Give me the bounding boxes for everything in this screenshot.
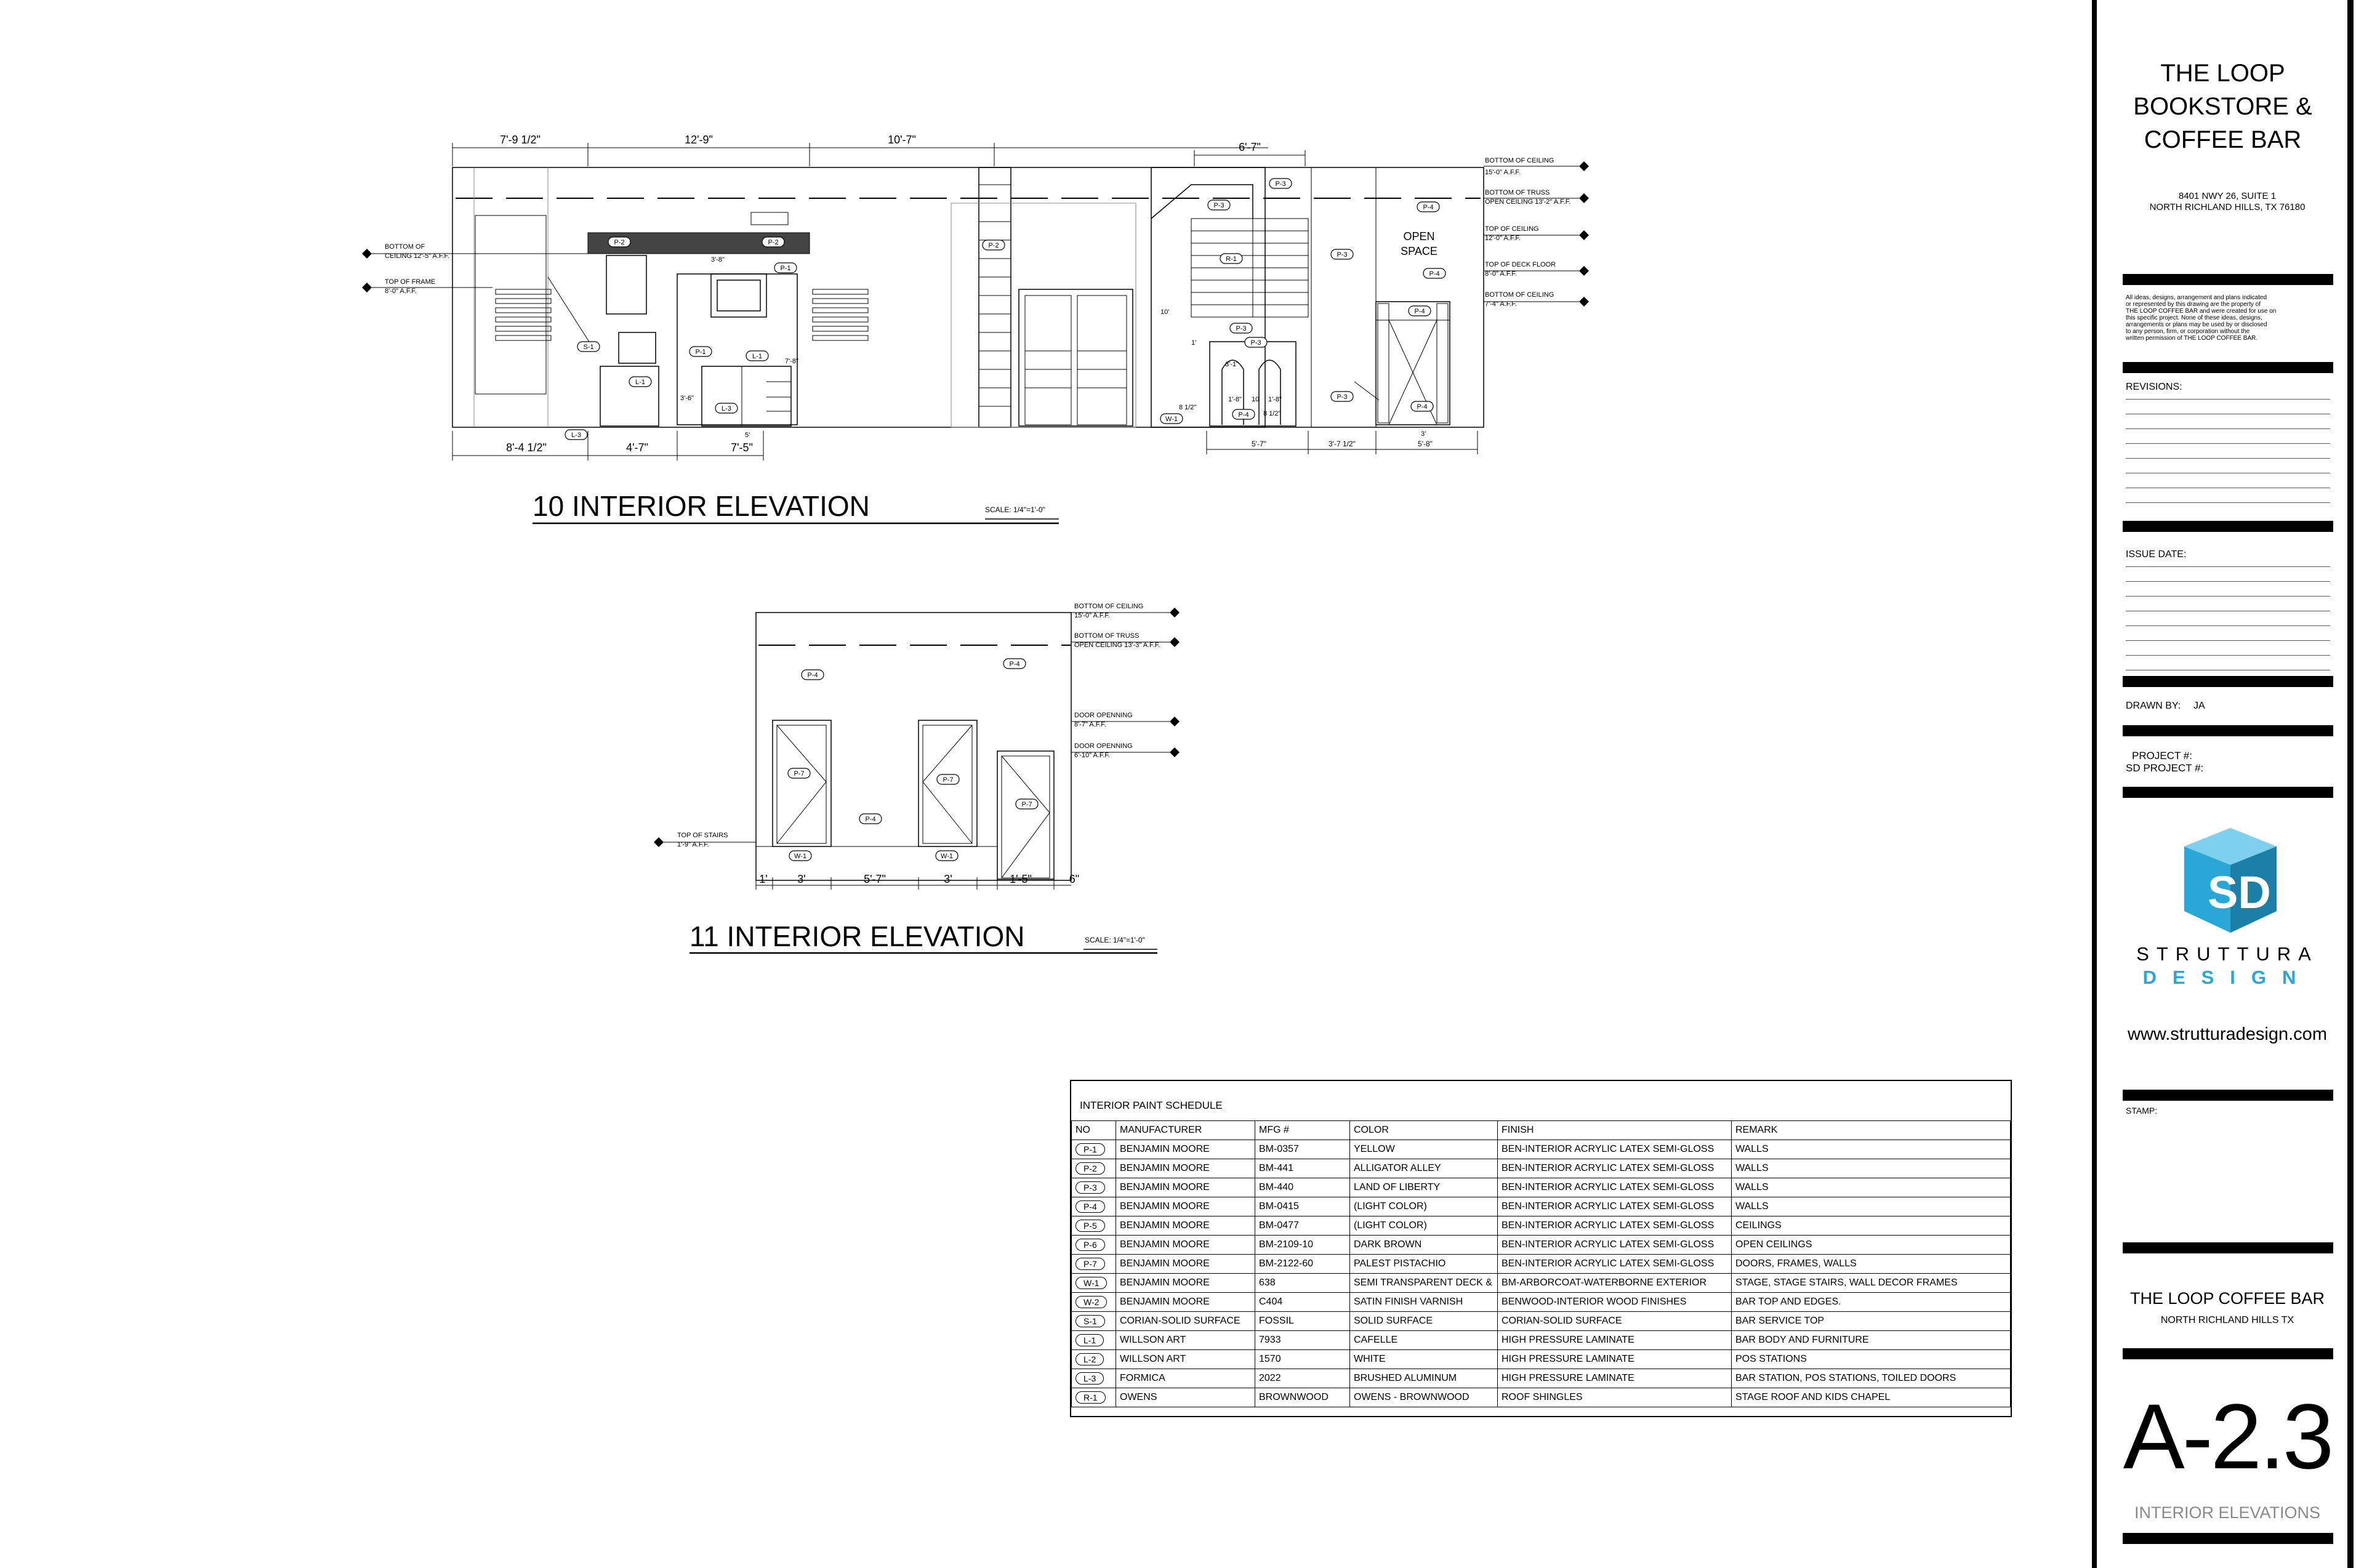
table-cell: BM-440 (1255, 1178, 1350, 1197)
project-name (2104, 57, 2341, 156)
tag-label: P-1 (695, 348, 706, 356)
revisions-label: REVISIONS: (2126, 382, 2182, 392)
table-cell: BENWOOD-INTERIOR WOOD FINISHES (1498, 1293, 1732, 1312)
marker-label: BOTTOM OF (385, 243, 425, 251)
marker-label: TOP OF DECK FLOOR (1485, 261, 1556, 268)
tag-label: P-7 (794, 770, 805, 778)
divider-bar (2123, 1533, 2333, 1544)
tag-label: P-4 (1414, 308, 1425, 315)
material-code-tag: L-2 (1075, 1353, 1104, 1365)
bottom-dim-1: 8'-4 1/2" (506, 441, 547, 454)
inner-dim: 8 1/2" (1179, 404, 1197, 411)
rule (2126, 581, 2330, 582)
marker-label: BOTTOM OF CEILING (1485, 291, 1554, 299)
col-header: MFG # (1255, 1121, 1350, 1140)
marker-label: BOTTOM OF CEILING (1074, 603, 1144, 610)
table-cell: BM-0477 (1255, 1216, 1350, 1236)
sd-project-number-label: SD PROJECT #: (2126, 762, 2204, 774)
marker-label: BOTTOM OF TRUSS (1485, 189, 1550, 196)
tag-label: L-1 (635, 379, 645, 386)
table-cell: CORIAN-SOLID SURFACE (1498, 1312, 1732, 1331)
table-cell: FORMICA (1116, 1369, 1255, 1388)
col-header: FINISH (1498, 1121, 1732, 1140)
col-header: REMARK (1732, 1121, 2011, 1140)
rule (2126, 443, 2330, 444)
open-space-label-1: OPEN (1403, 230, 1435, 243)
bottom-dim: 1'-5" (1010, 873, 1032, 885)
tag-label: P-3 (1275, 180, 1286, 188)
table-cell: BEN-INTERIOR ACRYLIC LATEX SEMI-GLOSS (1498, 1236, 1732, 1255)
table-cell: BENJAMIN MOORE (1116, 1178, 1255, 1197)
divider-bar (2123, 676, 2333, 687)
tag-label: S-1 (583, 344, 594, 351)
table-row (1072, 1388, 2011, 1407)
table-cell: WILLSON ART (1116, 1331, 1255, 1350)
material-code-cell (1072, 1293, 1116, 1312)
table-cell: BM-2122-60 (1255, 1255, 1350, 1274)
table-cell: HIGH PRESSURE LAMINATE (1498, 1331, 1732, 1350)
marker-label: BOTTOM OF CEILING (1485, 157, 1554, 164)
material-code-tag: P-3 (1075, 1181, 1105, 1194)
tag-label: P-2 (614, 239, 625, 246)
bottom-dim-3: 7'-5" (731, 441, 753, 454)
bottom-dim: 3' (797, 873, 806, 885)
disclaimer-line: All ideas, designs, arrangement and plans indicated (2126, 294, 2267, 301)
elevation-11-title: 11 INTERIOR ELEVATION (690, 920, 1025, 952)
table-cell: BEN-INTERIOR ACRYLIC LATEX SEMI-GLOSS (1498, 1140, 1732, 1159)
elevation-11-scale: SCALE: 1/4"=1'-0" (1085, 936, 1145, 944)
col-header: COLOR (1350, 1121, 1498, 1140)
marker-label: OPEN CEILING 13'-3" A.F.F. (1074, 641, 1160, 649)
tag-label: P-3 (1250, 339, 1261, 347)
marker-label: TOP OF FRAME (385, 278, 436, 286)
tag-label: L-3 (571, 432, 581, 439)
table-cell: BM-0415 (1255, 1197, 1350, 1216)
rule (2126, 640, 2330, 641)
top-dim-1: 7'-9 1/2" (500, 134, 541, 146)
marker-label: CEILING 12'-5" A.F.F. (385, 252, 450, 260)
table-cell: HIGH PRESSURE LAMINATE (1498, 1369, 1732, 1388)
bottom-dim-4: 5'-7" (1252, 440, 1266, 448)
slats-left (496, 289, 551, 340)
rule (2126, 596, 2330, 597)
table-cell: BEN-INTERIOR ACRYLIC LATEX SEMI-GLOSS (1498, 1159, 1732, 1178)
title-block-left-border (2092, 0, 2097, 1568)
marker-label: 1'-9" A.F.F. (677, 841, 709, 848)
table-cell: 638 (1255, 1274, 1350, 1293)
table-cell: BENJAMIN MOORE (1116, 1216, 1255, 1236)
marker-label: 15'-0" A.F.F. (1485, 169, 1521, 176)
tag-label: P-3 (1213, 202, 1224, 209)
slats-right (813, 289, 868, 340)
material-code-tag: P-4 (1075, 1200, 1105, 1213)
tag-label: P-2 (988, 242, 999, 249)
material-code-cell (1072, 1236, 1116, 1255)
table-cell: BEN-INTERIOR ACRYLIC LATEX SEMI-GLOSS (1498, 1178, 1732, 1197)
table-header-row (1072, 1121, 2011, 1140)
struttura-design-logo (2141, 828, 2320, 939)
inner-dim: 7'-8" (785, 358, 798, 365)
table-cell: 2022 (1255, 1369, 1350, 1388)
material-code-cell (1072, 1350, 1116, 1369)
table-cell: WALLS (1732, 1197, 2011, 1216)
table-cell: PALEST PISTACHIO (1350, 1255, 1498, 1274)
disclaimer-line: arrangements or plans may be used by or disclosed (2126, 321, 2267, 328)
table-cell: OWENS (1116, 1388, 1255, 1407)
address-line: 8401 NWY 26, SUITE 1 (2178, 191, 2277, 201)
divider-bar (2123, 362, 2333, 373)
table-cell: BM-441 (1255, 1159, 1350, 1178)
table-cell: HIGH PRESSURE LAMINATE (1498, 1350, 1732, 1369)
tag-label: P-4 (807, 672, 818, 679)
shingles (1191, 219, 1308, 317)
table-cell: OWENS - BROWNWOOD (1350, 1388, 1498, 1407)
material-tags-10 (565, 179, 1445, 440)
project-number-label: PROJECT #: (2132, 750, 2192, 762)
material-code-tag: P-7 (1075, 1258, 1105, 1270)
rule (2126, 625, 2330, 626)
marker-label: 8'-0" A.F.F. (385, 287, 417, 295)
tag-label: L-3 (722, 405, 731, 412)
table-cell: DOORS, FRAMES, WALLS (1732, 1255, 2011, 1274)
issue-date-label: ISSUE DATE: (2126, 549, 2187, 560)
table-cell: 1570 (1255, 1350, 1350, 1369)
inner-dim: 3'-6" (680, 395, 694, 402)
material-code-tag: W-2 (1075, 1296, 1107, 1308)
table-cell: BAR TOP AND EDGES. (1732, 1293, 2011, 1312)
material-code-cell (1072, 1140, 1116, 1159)
tag-label: P-4 (1238, 411, 1249, 419)
table-row (1072, 1216, 2011, 1236)
bottom-dim: 1' (759, 873, 768, 885)
table-cell: WALLS (1732, 1159, 2011, 1178)
inner-dim: 1' (1191, 339, 1197, 347)
table-cell: POS STATIONS (1732, 1350, 2011, 1369)
elevation-10-title: 10 INTERIOR ELEVATION (533, 490, 870, 522)
material-code-tag: P-1 (1075, 1143, 1105, 1156)
marker-label: 8'-0" A.F.F. (1485, 270, 1517, 278)
table-cell: ROOF SHINGLES (1498, 1388, 1732, 1407)
divider-bar (2123, 1348, 2333, 1359)
elevation-10 (362, 134, 1589, 523)
firm-name-line2: DESIGN (2142, 967, 2312, 988)
tag-label: W-1 (941, 853, 953, 860)
col-header: MANUFACTURER (1116, 1121, 1255, 1140)
open-space-label-2: SPACE (1401, 245, 1437, 257)
table-cell: SOLID SURFACE (1350, 1312, 1498, 1331)
table-cell: BAR SERVICE TOP (1732, 1312, 2011, 1331)
title-block (2092, 0, 2364, 1568)
table-cell: BAR STATION, POS STATIONS, TOILED DOORS (1732, 1369, 2011, 1388)
table-cell: YELLOW (1350, 1140, 1498, 1159)
table-cell: WILLSON ART (1116, 1350, 1255, 1369)
divider-bar (2123, 1242, 2333, 1253)
marker-label: DOOR OPENNING (1074, 742, 1133, 750)
material-code-tag: L-1 (1075, 1334, 1104, 1346)
rule (2126, 428, 2330, 429)
bottom-dim: 6" (1069, 873, 1080, 885)
table-cell: BM-0357 (1255, 1140, 1350, 1159)
tag-label: P-4 (1423, 204, 1434, 211)
col-header: NO (1072, 1121, 1116, 1140)
project-address (2104, 191, 2350, 213)
tag-label: P-3 (1337, 251, 1348, 259)
table-row (1072, 1197, 2011, 1216)
rule (2126, 399, 2330, 400)
tag-label: P-3 (1337, 393, 1348, 401)
table-row (1072, 1255, 2011, 1274)
marker-label: DOOR OPENNING (1074, 712, 1133, 719)
inner-dim: 10 (1252, 396, 1260, 403)
inner-dim: 5' (745, 432, 750, 439)
tag-label: W-1 (794, 853, 806, 860)
website-link[interactable]: www.strutturadesign.com (2128, 1024, 2327, 1044)
rule (2126, 502, 2330, 503)
divider-bar (2123, 521, 2333, 532)
material-code-tag: S-1 (1075, 1315, 1105, 1327)
table-cell: BEN-INTERIOR ACRYLIC LATEX SEMI-GLOSS (1498, 1216, 1732, 1236)
material-code-tag: P-5 (1075, 1220, 1105, 1232)
bottom-dim: 5'-7" (864, 873, 886, 885)
table-cell: CEILINGS (1732, 1216, 2011, 1236)
title-block-right-border (2347, 0, 2354, 1568)
table-cell: STAGE, STAGE STAIRS, WALL DECOR FRAMES (1732, 1274, 2011, 1293)
table-cell: BENJAMIN MOORE (1116, 1274, 1255, 1293)
tag-label: P-4 (865, 816, 876, 823)
marker-label: TOP OF STAIRS (677, 832, 728, 839)
table-cell: WHITE (1350, 1350, 1498, 1369)
drawn-by-label: DRAWN BY: (2126, 701, 2181, 711)
material-code-cell (1072, 1274, 1116, 1293)
table-cell: WALLS (1732, 1178, 2011, 1197)
disclaimer-line: written permission of THE LOOP COFFEE BAR. (2126, 335, 2258, 342)
material-code-cell (1072, 1216, 1116, 1236)
marker-label: 15'-0" A.F.F. (1074, 612, 1110, 619)
bottom-dim-5: 3'-7 1/2" (1329, 440, 1356, 448)
tag-label: P-7 (1021, 801, 1032, 808)
marker-label: BOTTOM OF TRUSS (1074, 632, 1140, 640)
divider-bar (2123, 725, 2333, 736)
elevation-11 (654, 603, 1180, 953)
table-cell: BAR BODY AND FURNITURE (1732, 1331, 2011, 1350)
table-cell: ALLIGATOR ALLEY (1350, 1159, 1498, 1178)
material-code-tag: R-1 (1075, 1391, 1106, 1404)
table-cell: STAGE ROOF AND KIDS CHAPEL (1732, 1388, 2011, 1407)
material-code-cell (1072, 1197, 1116, 1216)
paint-schedule (1070, 1080, 2012, 1417)
table-cell: BROWNWOOD (1255, 1388, 1350, 1407)
table-cell: 7933 (1255, 1331, 1350, 1350)
table-cell: C404 (1255, 1293, 1350, 1312)
divider-bar (2123, 1090, 2333, 1101)
table-row (1072, 1159, 2011, 1178)
table-row (1072, 1236, 2011, 1255)
table-row (1072, 1312, 2011, 1331)
rule (2126, 458, 2330, 459)
marker-label: 6'-10" A.F.F. (1074, 752, 1110, 759)
material-code-cell (1072, 1369, 1116, 1388)
inner-dim: 3' (1421, 430, 1426, 438)
tag-label: P-3 (1236, 325, 1247, 332)
disclaimer-line: or represented by this drawing are the property of (2126, 301, 2261, 308)
stamp-label: STAMP: (2126, 1106, 2158, 1116)
table-cell: DARK BROWN (1350, 1236, 1498, 1255)
table-row (1072, 1140, 2011, 1159)
marker-label: 7'-4" A.F.F. (1485, 300, 1517, 308)
table-cell: OPEN CEILINGS (1732, 1236, 2011, 1255)
table-cell: WALLS (1732, 1140, 2011, 1159)
table-cell: SEMI TRANSPARENT DECK & (1350, 1274, 1498, 1293)
table-cell: BENJAMIN MOORE (1116, 1236, 1255, 1255)
tag-label: P-1 (780, 265, 791, 272)
tag-label: P-7 (943, 776, 954, 784)
bottom-dim-6: 5'-8" (1418, 440, 1433, 448)
material-code-cell (1072, 1178, 1116, 1197)
table-cell: CORIAN-SOLID SURFACE (1116, 1312, 1255, 1331)
table-row (1072, 1350, 2011, 1369)
table-row (1072, 1293, 2011, 1312)
client-city: NORTH RICHLAND HILLS TX (2160, 1315, 2294, 1325)
marker-label: OPEN CEILING 13'-2" A.F.F. (1485, 198, 1571, 206)
material-code-cell (1072, 1331, 1116, 1350)
table-cell: FOSSIL (1255, 1312, 1350, 1331)
material-code-tag: P-2 (1075, 1162, 1105, 1175)
rule (2126, 655, 2330, 656)
material-code-cell (1072, 1388, 1116, 1407)
table-cell: BENJAMIN MOORE (1116, 1293, 1255, 1312)
table-cell: BEN-INTERIOR ACRYLIC LATEX SEMI-GLOSS (1498, 1197, 1732, 1216)
table-cell: BENJAMIN MOORE (1116, 1159, 1255, 1178)
inner-dim: 10' (1160, 308, 1170, 316)
marker-label: 12'-0" A.F.F. (1485, 235, 1521, 242)
material-code-cell (1072, 1255, 1116, 1274)
paint-schedule-title: INTERIOR PAINT SCHEDULE (1080, 1100, 1223, 1111)
paint-schedule-body (1072, 1140, 2011, 1407)
divider-bar (2123, 787, 2333, 798)
project-name-line: THE LOOP (2160, 60, 2285, 87)
material-code-tag: L-3 (1075, 1372, 1104, 1385)
material-code-cell (1072, 1159, 1116, 1178)
table-cell: CAFELLE (1350, 1331, 1498, 1350)
address-line: NORTH RICHLAND HILLS, TX 76180 (2149, 202, 2306, 212)
rule (2126, 566, 2330, 567)
inner-dim: 1'-8" (1228, 396, 1242, 403)
material-code-cell (1072, 1312, 1116, 1331)
firm-name-line1: STRUTTURA (2136, 943, 2318, 965)
disclaimer-line: to any person, firm, or corporation without the (2126, 328, 2250, 335)
material-code-tag: P-6 (1075, 1239, 1105, 1251)
material-code-tag: W-1 (1075, 1277, 1107, 1289)
tag-label: P-4 (1429, 270, 1440, 278)
tag-label: P-4 (1417, 403, 1428, 411)
project-name-line: COFFEE BAR (2144, 126, 2302, 153)
sheet-number: A-2.3 (2123, 1385, 2332, 1488)
right-markers (1484, 157, 1589, 308)
sheet-title: INTERIOR ELEVATIONS (2134, 1503, 2321, 1522)
top-dim-3: 10'-7" (888, 134, 916, 146)
table-cell: BM-2109-10 (1255, 1236, 1350, 1255)
tag-label: L-1 (752, 353, 762, 360)
table-row (1072, 1274, 2011, 1293)
table-row (1072, 1369, 2011, 1388)
disclaimer-line: THE LOOP COFFEE BAR and were created for use on (2126, 308, 2277, 315)
inner-dim: 3'-8" (711, 256, 725, 263)
bottom-dim-2: 4'-7" (626, 441, 648, 454)
project-name-line: BOOKSTORE & (2133, 93, 2312, 120)
table-row (1072, 1178, 2011, 1197)
disclaimer (2126, 294, 2326, 342)
paint-schedule-table (1071, 1120, 2011, 1407)
table-row (1072, 1331, 2011, 1350)
marker-label: 8'-7" A.F.F. (1074, 721, 1106, 728)
tag-label: R-1 (1226, 255, 1237, 263)
disclaimer-line: this specific project. None of these ideas, designs, (2126, 315, 2262, 321)
table-cell: BRUSHED ALUMINUM (1350, 1369, 1498, 1388)
inner-dim: 3'-1" (1225, 361, 1239, 368)
inner-dim: 1'-8" (1268, 396, 1282, 403)
divider-bar (2123, 274, 2333, 285)
table-cell: BEN-INTERIOR ACRYLIC LATEX SEMI-GLOSS (1498, 1255, 1732, 1274)
table-cell: BENJAMIN MOORE (1116, 1255, 1255, 1274)
table-cell: (LIGHT COLOR) (1350, 1216, 1498, 1236)
drawn-by-value: JA (2193, 701, 2205, 711)
top-dim-4: 6'-7" (1239, 141, 1261, 153)
table-cell: SATIN FINISH VARNISH (1350, 1293, 1498, 1312)
top-dim-2: 12'-9" (685, 134, 713, 146)
bottom-dim: 3' (944, 873, 952, 885)
elevation-10-scale: SCALE: 1/4"=1'-0" (985, 505, 1045, 514)
table-cell: BM-ARBORCOAT-WATERBORNE EXTERIOR (1498, 1274, 1732, 1293)
table-cell: BENJAMIN MOORE (1116, 1197, 1255, 1216)
inner-dim: 8 1/2" (1263, 410, 1281, 417)
tag-label: P-2 (768, 239, 779, 246)
tag-label: W-1 (1165, 416, 1178, 423)
logo-letters: SD (2208, 867, 2271, 918)
tag-label: P-4 (1009, 661, 1020, 668)
marker-label: TOP OF CEILING (1485, 225, 1539, 233)
table-cell: LAND OF LIBERTY (1350, 1178, 1498, 1197)
table-cell: BENJAMIN MOORE (1116, 1140, 1255, 1159)
table-cell: (LIGHT COLOR) (1350, 1197, 1498, 1216)
client-name: THE LOOP COFFEE BAR (2129, 1289, 2325, 1308)
